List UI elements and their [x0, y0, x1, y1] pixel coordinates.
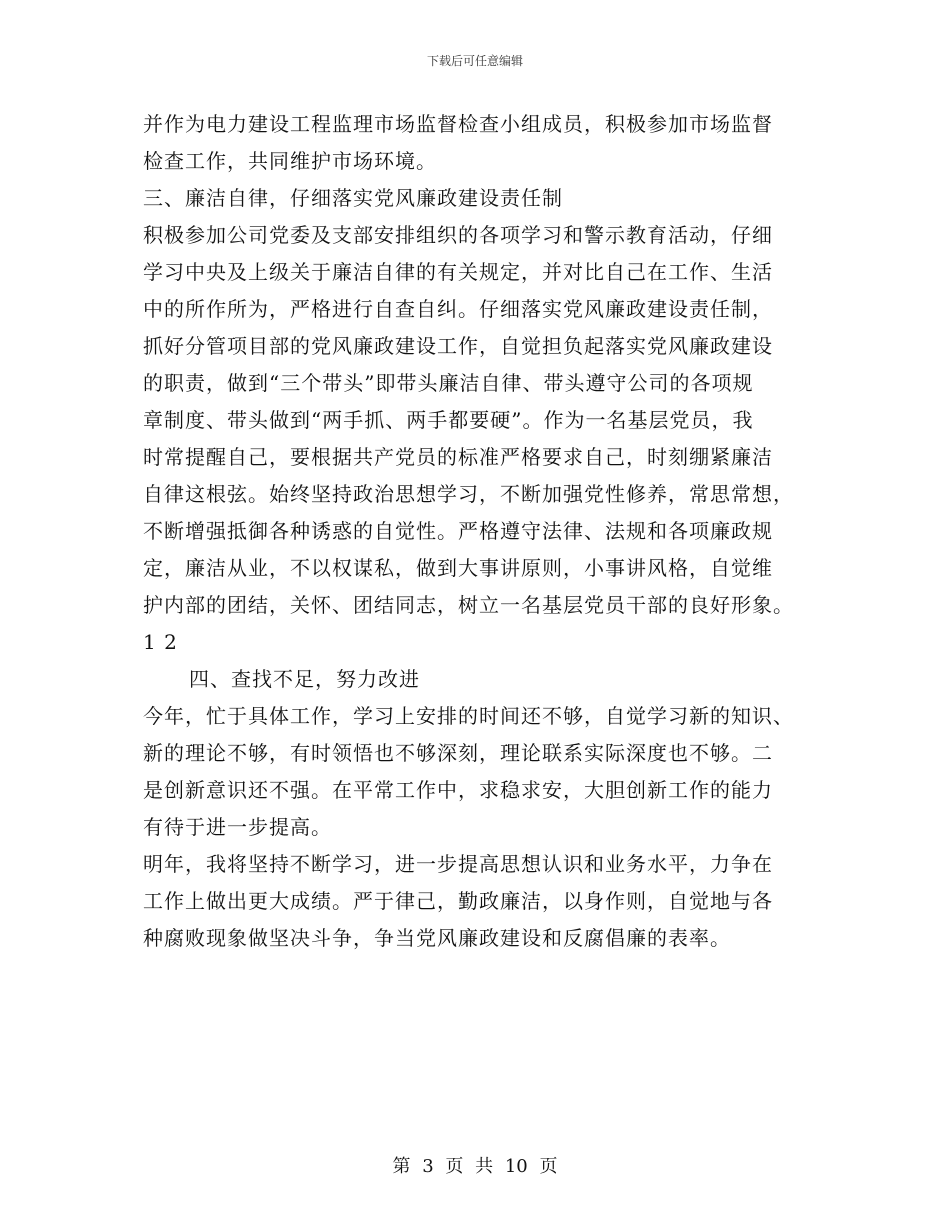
text-line: 护内部的团结，关怀、团结同志，树立一名基层党员干部的良好形象。 — [143, 593, 794, 617]
text-line: 有待于进一步提高。 — [143, 815, 332, 839]
text-line: 并作为电力建设工程监理市场监督检查小组成员，积极参加市场监督 — [143, 112, 773, 136]
text-line: 积极参加公司党委及支部安排组织的各项学习和警示教育活动，仔细 — [143, 223, 773, 247]
text-line: 新的理论不够，有时领悟也不够深刻，理论联系实际深度也不够。二 — [143, 741, 773, 765]
text-line: 明年，我将坚持不断学习，进一步提高思想认识和业务水平，力争在 — [143, 852, 773, 876]
text-line: 今年，忙于具体工作，学习上安排的时间还不够，自觉学习新的知识、 — [143, 704, 794, 728]
text-line: 工作上做出更大成绩。严于律己，勤政廉洁，以身作则，自觉地与各 — [143, 889, 773, 913]
page-number: 第 3 页 共 10 页 — [392, 1156, 558, 1177]
text-line: 章制度、带头做到“两手抓、两手都要硬”。作为一名基层党员，我 — [143, 408, 754, 432]
text-line: 不断增强抵御各种诱惑的自觉性。严格遵守法律、法规和各项廉政规 — [143, 519, 773, 543]
text-line: 种腐败现象做坚决斗争，争当党风廉政建设和反腐倡廉的表率。 — [143, 926, 731, 950]
text-line: 抓好分管项目部的党风廉政建设工作，自觉担负起落实党风廉政建设 — [143, 334, 773, 358]
text-line: 检查工作，共同维护市场环境。 — [143, 149, 437, 173]
text-line: 定，廉洁从业，不以权谋私，做到大事讲原则，小事讲风格，自觉维 — [143, 556, 773, 580]
text-line: 自律这根弦。始终坚持政治思想学习，不断加强党性修养，常思常想， — [143, 482, 794, 506]
page-header-note: 下载后可任意编辑 — [426, 54, 523, 68]
text-line: 是创新意识还不强。在平常工作中，求稳求安，大胆创新工作的能力 — [143, 778, 773, 802]
text-line: 1 2 — [143, 630, 178, 654]
text-line: 学习中央及上级关于廉洁自律的有关规定，并对比自己在工作、生活 — [143, 260, 773, 284]
text-line: 的职责，做到“三个带头”即带头廉洁自律、带头遵守公司的各项规 — [143, 371, 754, 395]
section-heading: 四、查找不足，努力改进 — [189, 667, 420, 691]
text-line: 时常提醒自己，要根据共产党员的标准严格要求自己，时刻绷紧廉洁 — [143, 445, 773, 469]
document-body — [143, 106, 823, 957]
section-heading: 三、廉洁自律，仔细落实党风廉政建设责任制 — [143, 186, 563, 210]
text-line: 中的所作所为，严格进行自查自纠。仔细落实党风廉政建设责任制， — [143, 297, 773, 321]
